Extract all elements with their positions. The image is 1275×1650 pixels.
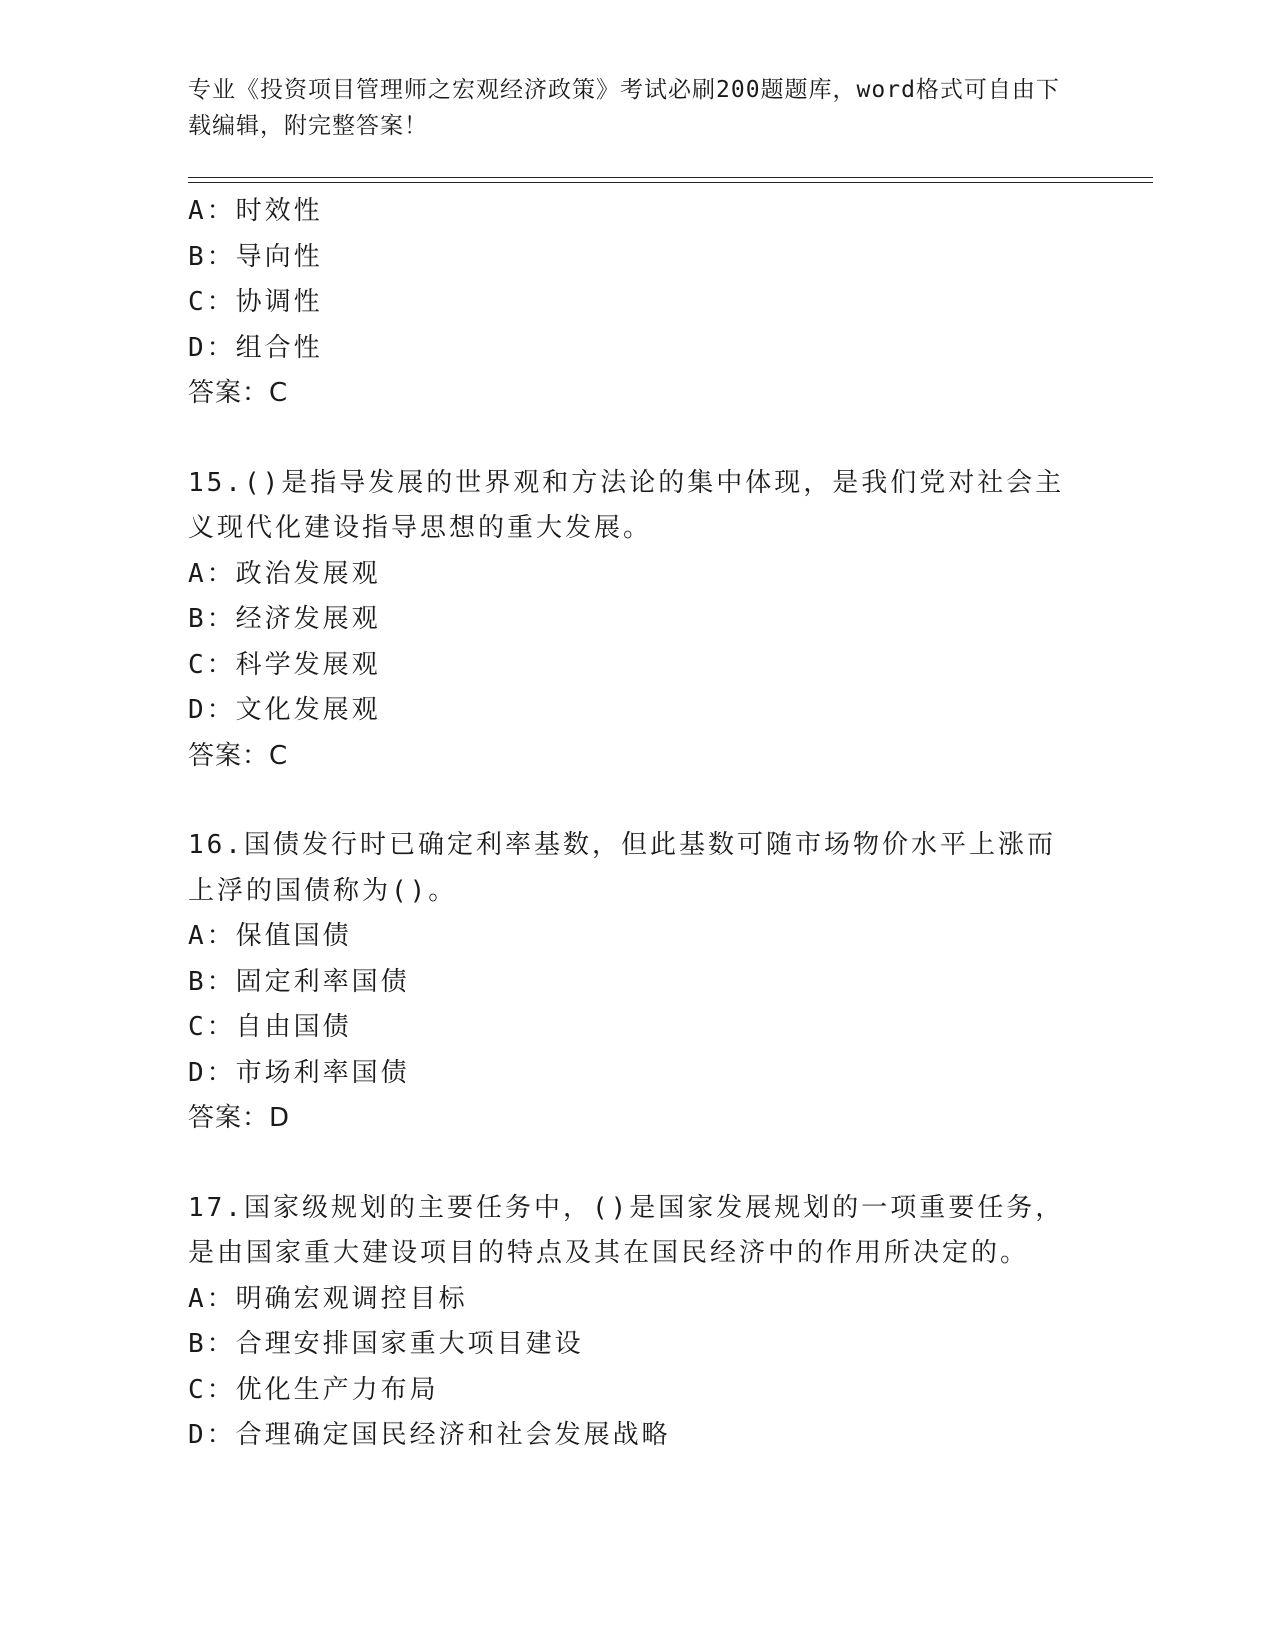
answer: 答案：D xyxy=(188,1103,291,1133)
option-d: D：组合性 xyxy=(188,332,323,363)
option-c: C：科学发展观 xyxy=(188,649,381,680)
option-c: C：协调性 xyxy=(188,287,323,317)
question-16 xyxy=(188,823,1088,1142)
question-14 xyxy=(188,189,1088,417)
option-d: D：合理确定国民经济和社会发展战略 xyxy=(188,1420,671,1450)
question-17 xyxy=(188,1186,1088,1459)
option-b: B：固定利率国债 xyxy=(188,966,410,997)
header-rule-bottom xyxy=(188,182,1153,183)
document-header: 专业《投资项目管理师之宏观经济政策》考试必刷200题题库，word格式可自由下载编辑，附完整答案！ xyxy=(188,77,1060,139)
question-15 xyxy=(188,461,1088,780)
question-stem: 16.国债发行时已确定利率基数，但此基数可随市场物价水平上涨而上浮的国债称为()。 xyxy=(188,830,1056,906)
question-stem: 17.国家级规划的主要任务中，()是国家发展规划的一项重要任务，是由国家重大建设项目的特点及其在国民经济中的作用所决定的。 xyxy=(188,1192,1065,1268)
option-d: D：文化发展观 xyxy=(188,695,381,725)
option-b: B：导向性 xyxy=(188,241,323,272)
question-stem: 15.()是指导发展的世界观和方法论的集中体现，是我们党对社会主义现代化建设指导思想的重大发展。 xyxy=(188,467,1065,543)
question-list xyxy=(188,189,1088,1459)
answer: 答案：C xyxy=(188,378,289,408)
answer: 答案：C xyxy=(188,740,289,771)
option-d: D：市场利率国债 xyxy=(188,1057,410,1088)
option-a: A：政治发展观 xyxy=(188,558,381,589)
option-a: A：保值国债 xyxy=(188,921,352,951)
option-b: B：经济发展观 xyxy=(188,604,381,634)
option-c: C：优化生产力布局 xyxy=(188,1374,439,1405)
option-a: A：时效性 xyxy=(188,196,323,226)
option-a: A：明确宏观调控目标 xyxy=(188,1283,468,1314)
option-b: B：合理安排国家重大项目建设 xyxy=(188,1329,584,1359)
option-c: C：自由国债 xyxy=(188,1012,352,1042)
header-rule-top xyxy=(188,177,1153,178)
